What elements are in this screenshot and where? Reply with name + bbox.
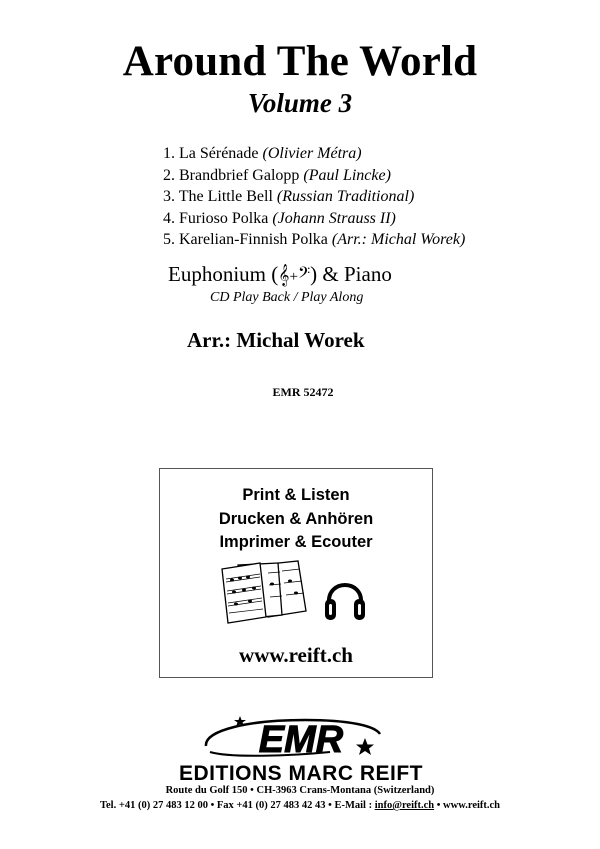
arranger: Arr.: Michal Worek [187,328,365,352]
bass-clef-icon: 𝄢 [297,264,311,286]
promo-line: Print & Listen [242,486,350,504]
logo-publisher: EDITIONS MARC REIFT [179,762,423,784]
track-list [163,143,465,251]
email-link[interactable]: info@reift.ch [374,800,435,811]
track-item: 4. Furioso Polka (Johann Strauss II) [163,209,396,227]
cd-playback-note: CD Play Back / Play Along [210,290,364,305]
treble-clef-icon: 𝄞 [278,264,290,286]
track-item: 5. Karelian-Finnish Polka (Arr.: Michal Worek) [163,231,466,248]
track-item: 2. Brandbrief Galopp (Paul Lincke) [163,166,391,184]
footer-contact: Tel. +41 (0) 27 483 12 00 • Fax +41 (0) 27 483 42 43 • E-Mail : info@reift.ch • www.reift.ch [99,800,501,811]
footer-address: Route du Golf 150 • CH-3963 Crans-Montana (Switzerland) [165,785,435,796]
promo-line: Imprimer & Ecouter [219,533,373,551]
sheet-music-icon [220,559,308,625]
catalog-number: EMR 52472 [272,385,334,399]
track-item: 1. La Sérénade (Olivier Métra) [163,145,362,162]
page-subtitle: Volume 3 [247,88,353,118]
print-listen-box [159,468,433,678]
website-link[interactable]: www.reift.ch [239,643,353,667]
page-title: Around The World [122,38,478,85]
logo-acronym: EMR [258,719,344,761]
track-item: 3. The Little Bell (Russian Traditional) [163,188,415,205]
headphones-icon [324,569,366,625]
promo-line: Drucken & Anhören [218,510,374,528]
instrumentation: Euphonium (𝄞+𝄢) & Piano [168,262,392,286]
emr-logo [0,712,600,784]
